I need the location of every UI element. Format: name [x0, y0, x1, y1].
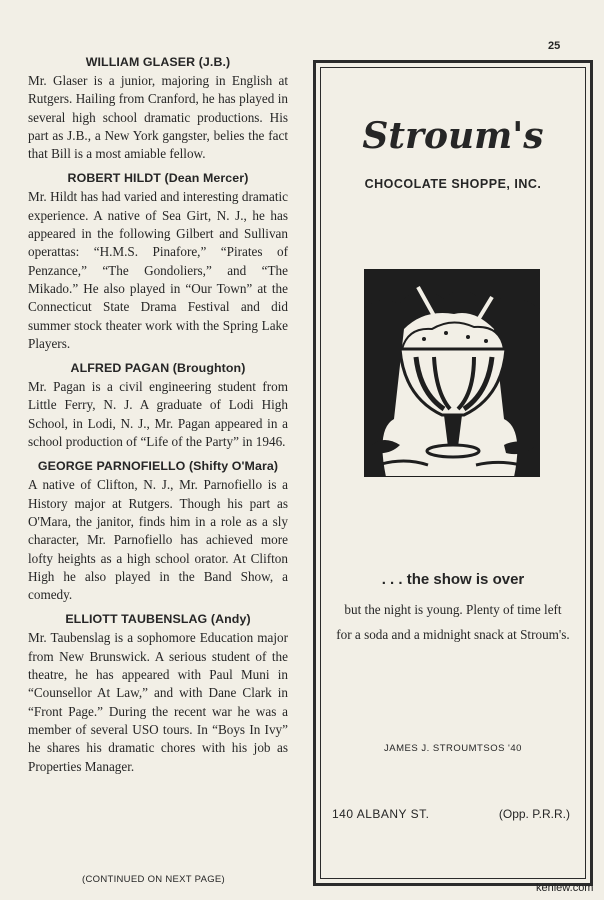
ad-brand-logo: Stroum's: [362, 115, 544, 157]
ad-company-name: CHOCOLATE SHOPPE, INC.: [364, 177, 542, 191]
bio-text: Mr. Taubenslag is a sophomore Education major from New Brunswick. A serious student of the theatre, he has appeared with Paul Muni in “Counsellor At Law,” and with Dane Clark in “Front Page.” During the recent war he was a member of several USO tours. In “Boys In Ivy” he shares his dramatic chores with his job as Properties Manager.: [28, 630, 288, 774]
ad-body-text: but the night is young. Plenty of time left for a soda and a midnight snack at Stroum's.: [336, 602, 570, 642]
bio-robert-hildt: [28, 171, 288, 353]
bio-george-parnofiello: [28, 459, 288, 604]
bio-name: ROBERT HILDT (Dean Mercer): [67, 171, 249, 186]
ad-tagline: . . . the show is over: [381, 571, 525, 588]
continued-note: (CONTINUED ON NEXT PAGE): [82, 874, 226, 885]
bio-alfred-pagan: [28, 361, 288, 451]
bio-text: Mr. Pagan is a civil engineering student from Little Ferry, N. J. A graduate of Lodi High School, in Lodi, N. J., Mr. Pagan appeared in a school production of “Life of the Party” in 1946.: [28, 379, 288, 450]
bio-name: ELLIOTT TAUBENSLAG (Andy): [65, 612, 251, 627]
bio-text: A native of Clifton, N. J., Mr. Parnofiello is a History major at Rutgers. Though his part as O'Mara, the janitor, finds him in a role as a sly character, Mr. Parnofiello has achieved more lofty heights as a high school orator. At Clifton High he also played in the Band Show, a comedy.: [28, 477, 288, 603]
bio-name: ALFRED PAGAN (Broughton): [70, 361, 246, 376]
bio-elliott-taubenslag: [28, 612, 288, 775]
bio-name: GEORGE PARNOFIELLO (Shifty O'Mara): [37, 459, 279, 474]
bio-text: Mr. Glaser is a junior, majoring in English at Rutgers. Hailing from Cranford, he has played in several high school dramatic productions. His part as J.B., a New York gangster, belies the fact that Bill is a most amiable fellow.: [28, 73, 288, 162]
soda-glass-illustration: [364, 269, 540, 477]
page-number: 25: [548, 40, 561, 52]
watermark: kenlew.com: [536, 882, 594, 894]
bio-text: Mr. Hildt has had varied and interesting dramatic experience. A native of Sea Girt, N. J., he has appeared in the following Gilbert and Sullivan operattas: “H.M.S. Pinafore,” “Pirates of Penzance,” “The Gondoliers,” and “The Mikado.” He also played in “Our Town” at the Connecticut State Drama Festival and did summer stock theater work with the Spring Lake Players.: [28, 189, 288, 351]
bio-william-glaser: [28, 55, 288, 163]
cast-bios-column: [28, 55, 288, 784]
stroums-advertisement: [313, 60, 593, 886]
bio-name: WILLIAM GLASER (J.B.): [85, 55, 231, 69]
ad-address: 140 ALBANY ST.: [332, 807, 430, 821]
ad-proprietor: JAMES J. STROUMTSOS '40: [384, 743, 522, 754]
ad-landmark: (Opp. P.R.R.): [498, 807, 570, 821]
